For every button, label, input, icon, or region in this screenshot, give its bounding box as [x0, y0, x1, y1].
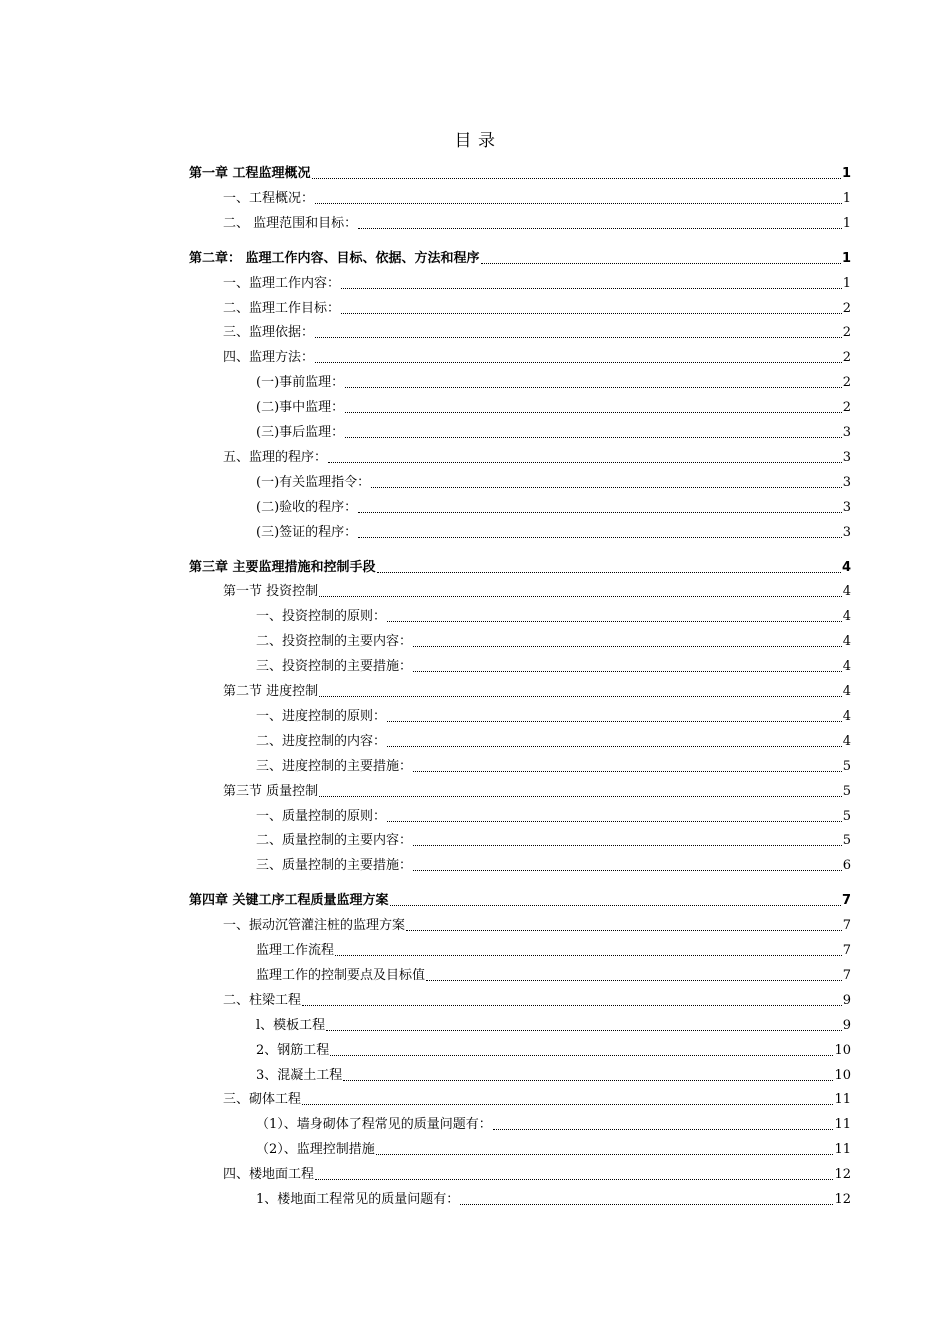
toc-entry[interactable] — [256, 728, 851, 750]
toc-entry[interactable] — [256, 703, 851, 725]
toc-entry-text: 一、投资控制的原则： — [256, 609, 387, 625]
toc-entry-text: 第三节 质量控制 — [223, 783, 319, 799]
toc-entry[interactable] — [223, 1086, 851, 1108]
toc-entry[interactable] — [256, 603, 851, 625]
toc-dot-leader — [341, 287, 842, 289]
toc-page-number: 3 — [842, 449, 851, 465]
toc-entry-text: (三)事后监理： — [256, 425, 345, 440]
toc-entry-text: 二、 监理范围和目标： — [223, 215, 358, 231]
toc-entry[interactable] — [256, 852, 851, 874]
toc-dot-leader — [413, 645, 842, 647]
toc-page-number: 2 — [842, 400, 851, 416]
toc-page-number: 4 — [842, 634, 851, 650]
toc-entry[interactable] — [256, 419, 851, 441]
toc-page-number: 3 — [842, 425, 851, 440]
toc-entry-text: 三、进度控制的主要措施： — [256, 758, 413, 774]
toc-chapter-entry[interactable] — [189, 245, 851, 267]
toc-dot-leader — [345, 436, 842, 438]
toc-entry-text: 一、监理工作内容： — [223, 275, 341, 291]
toc-entry[interactable] — [223, 185, 851, 207]
toc-entry-text: 四、监理方法： — [223, 350, 315, 366]
toc-entry-text: 五、监理的程序： — [223, 449, 328, 465]
toc-dot-leader — [315, 361, 842, 363]
toc-entry[interactable] — [256, 394, 851, 416]
toc-entry[interactable] — [256, 753, 851, 775]
toc-dot-leader — [335, 954, 842, 956]
toc-page-number: 4 — [841, 559, 851, 575]
toc-entry[interactable] — [256, 1012, 851, 1034]
toc-dot-leader — [315, 202, 842, 204]
toc-entry-text: 第一章 工程监理概况 — [189, 166, 311, 181]
toc-entry[interactable] — [223, 912, 851, 934]
toc-dot-leader — [387, 620, 842, 622]
toc-page-number: 4 — [842, 609, 851, 625]
toc-page-number: 3 — [842, 499, 851, 515]
toc-entry-text: 第二节 进度控制 — [223, 684, 319, 699]
toc-page-number: 2 — [842, 375, 851, 391]
toc-entry[interactable] — [256, 653, 851, 675]
toc-dot-leader — [377, 571, 841, 573]
toc-dot-leader — [493, 1128, 834, 1130]
toc-entry-text: （2）、监理控制措施 — [256, 1142, 375, 1158]
toc-dot-leader — [358, 227, 842, 229]
toc-entry-text: 监理工作流程 — [256, 943, 335, 958]
toc-entry[interactable] — [256, 803, 851, 825]
toc-entry-text: 三、监理依据： — [223, 325, 315, 341]
toc-page-number: 1 — [842, 275, 851, 291]
toc-page-number: 2 — [842, 325, 851, 341]
toc-entry[interactable] — [256, 1136, 851, 1158]
toc-entry[interactable] — [223, 987, 851, 1009]
toc-entry-text: 第一节 投资控制 — [223, 584, 319, 600]
toc-entry[interactable] — [223, 210, 851, 232]
toc-entry-text: (三)签证的程序： — [256, 524, 358, 540]
toc-page-number: 1 — [841, 166, 851, 181]
toc-page-number: 7 — [841, 893, 851, 909]
toc-entry[interactable] — [256, 1186, 851, 1208]
toc-page-number: 5 — [842, 758, 851, 774]
toc-dot-leader — [358, 511, 842, 513]
toc-page-number: 7 — [842, 918, 851, 934]
toc-dot-leader — [326, 1029, 842, 1031]
toc-entry-text: 第二章： 监理工作内容、目标、依据、方法和程序 — [189, 250, 480, 266]
toc-entry-text: (二)验收的程序： — [256, 499, 358, 515]
toc-dot-leader — [460, 1203, 833, 1205]
toc-entry[interactable] — [223, 444, 851, 466]
toc-dot-leader — [302, 1103, 833, 1105]
toc-entry[interactable] — [256, 628, 851, 650]
toc-entry[interactable] — [256, 519, 851, 541]
toc-dot-leader — [426, 979, 842, 981]
toc-page-number: 11 — [834, 1142, 851, 1158]
toc-entry-text: 二、柱梁工程 — [223, 992, 302, 1008]
toc-page-number: 1 — [842, 190, 851, 206]
toc-page-number: 1 — [841, 250, 851, 266]
toc-entry[interactable] — [256, 1062, 851, 1084]
toc-entry-text: 三、砌体工程 — [223, 1092, 302, 1108]
toc-entry[interactable] — [256, 494, 851, 516]
toc-page-number: 4 — [842, 659, 851, 675]
toc-dot-leader — [387, 745, 842, 747]
toc-dot-leader — [312, 177, 841, 179]
toc-page-number: 10 — [834, 1042, 851, 1058]
toc-dot-leader — [341, 312, 842, 314]
toc-page-number: 3 — [842, 524, 851, 540]
toc-dot-leader — [358, 536, 842, 538]
toc-dot-leader — [387, 720, 842, 722]
toc-page-number: 2 — [842, 350, 851, 366]
toc-entry[interactable] — [256, 469, 851, 491]
toc-entry[interactable] — [256, 962, 851, 984]
toc-entry[interactable] — [256, 937, 851, 959]
toc-dot-leader — [302, 1004, 842, 1006]
toc-page-number: 6 — [842, 858, 851, 874]
toc-entry-text: 二、监理工作目标： — [223, 300, 341, 316]
toc-entry-text: l、模板工程 — [256, 1017, 326, 1033]
toc-dot-leader — [319, 595, 842, 597]
toc-entry-text: (一)事前监理： — [256, 375, 345, 391]
toc-page-number: 1 — [842, 215, 851, 231]
toc-entry[interactable] — [223, 319, 851, 341]
toc-chapter-entry[interactable] — [189, 887, 851, 909]
toc-entry-text: 二、质量控制的主要内容： — [256, 833, 413, 849]
toc-dot-leader — [376, 1153, 834, 1155]
toc-entry-text: 1、楼地面工程常见的质量问题有： — [256, 1192, 460, 1207]
toc-entry-text: (一)有关监理指令： — [256, 474, 371, 490]
toc-title: 目 录 — [454, 131, 496, 151]
toc-entry-text: 第四章 关键工序工程质量监理方案 — [189, 893, 389, 909]
toc-chapter-entry[interactable] — [189, 554, 851, 576]
toc-entry-text: 2、钢筋工程 — [256, 1042, 330, 1058]
toc-dot-leader — [390, 904, 841, 906]
toc-dot-leader — [413, 670, 842, 672]
toc-entry-text: 第三章 主要监理措施和控制手段 — [189, 559, 376, 575]
toc-entry-text: 一、质量控制的原则： — [256, 808, 387, 824]
toc-dot-leader — [413, 869, 842, 871]
toc-page-number: 5 — [842, 808, 851, 824]
toc-entry[interactable] — [223, 295, 851, 317]
toc-page-number: 7 — [842, 967, 851, 983]
toc-entry[interactable] — [223, 1161, 851, 1183]
toc-entry[interactable] — [256, 827, 851, 849]
toc-entry[interactable] — [223, 778, 851, 800]
toc-entry-text: 三、质量控制的主要措施： — [256, 858, 413, 874]
toc-page-number: 4 — [842, 733, 851, 749]
toc-page-number: 4 — [842, 684, 851, 699]
toc-dot-leader — [413, 844, 842, 846]
toc-dot-leader — [345, 411, 842, 413]
toc-entry[interactable] — [256, 369, 851, 391]
toc-dot-leader — [371, 486, 842, 488]
toc-entry-text: 一、振动沉管灌注桩的监理方案 — [223, 918, 406, 934]
toc-dot-leader — [387, 820, 842, 822]
toc-dot-leader — [413, 770, 842, 772]
toc-dot-leader — [319, 795, 842, 797]
toc-entry[interactable] — [256, 1037, 851, 1059]
toc-entry[interactable] — [256, 1111, 851, 1133]
toc-page-number: 12 — [834, 1167, 851, 1183]
toc-page-number: 5 — [842, 833, 851, 849]
toc-entry-text: 一、工程概况： — [223, 190, 315, 206]
toc-chapter-entry[interactable] — [189, 160, 851, 182]
toc-entry[interactable] — [223, 678, 851, 700]
toc-entry-text: （1）、墙身砌体了程常见的质量问题有： — [256, 1117, 492, 1133]
toc-page-number: 3 — [842, 474, 851, 490]
toc-page-number: 12 — [834, 1192, 851, 1207]
toc-page-number: 2 — [842, 300, 851, 316]
toc-entry-text: 四、楼地面工程 — [223, 1167, 315, 1183]
toc-page-number: 10 — [834, 1067, 851, 1083]
toc-page-number: 9 — [842, 1017, 851, 1033]
toc-page-number: 4 — [842, 708, 851, 724]
toc-entry-text: 二、进度控制的内容： — [256, 733, 387, 749]
toc-page-number: 11 — [834, 1092, 851, 1108]
toc-page-number: 11 — [834, 1117, 851, 1133]
toc-entry-text: 三、投资控制的主要措施： — [256, 659, 413, 675]
toc-dot-leader — [345, 386, 842, 388]
toc-entry-text: 一、进度控制的原则： — [256, 708, 387, 724]
toc-dot-leader — [343, 1079, 833, 1081]
toc-dot-leader — [328, 461, 842, 463]
toc-entry[interactable] — [223, 344, 851, 366]
toc-entry-text: 二、投资控制的主要内容： — [256, 634, 413, 650]
toc-dot-leader — [315, 336, 842, 338]
toc-dot-leader — [319, 695, 842, 697]
toc-entry-text: 监理工作的控制要点及目标值 — [256, 967, 426, 983]
toc-dot-leader — [481, 262, 841, 264]
toc-dot-leader — [315, 1178, 833, 1180]
toc-page-number: 5 — [842, 783, 851, 799]
toc-entry[interactable] — [223, 578, 851, 600]
toc-dot-leader — [330, 1054, 833, 1056]
toc-dot-leader — [406, 929, 842, 931]
toc-page-number: 9 — [842, 992, 851, 1008]
toc-entry-text: (二)事中监理： — [256, 400, 345, 416]
toc-entry[interactable] — [223, 270, 851, 292]
toc-page-number: 4 — [842, 584, 851, 600]
toc-entry-text: 3、混凝土工程 — [256, 1067, 343, 1083]
toc-page-number: 7 — [842, 943, 851, 958]
